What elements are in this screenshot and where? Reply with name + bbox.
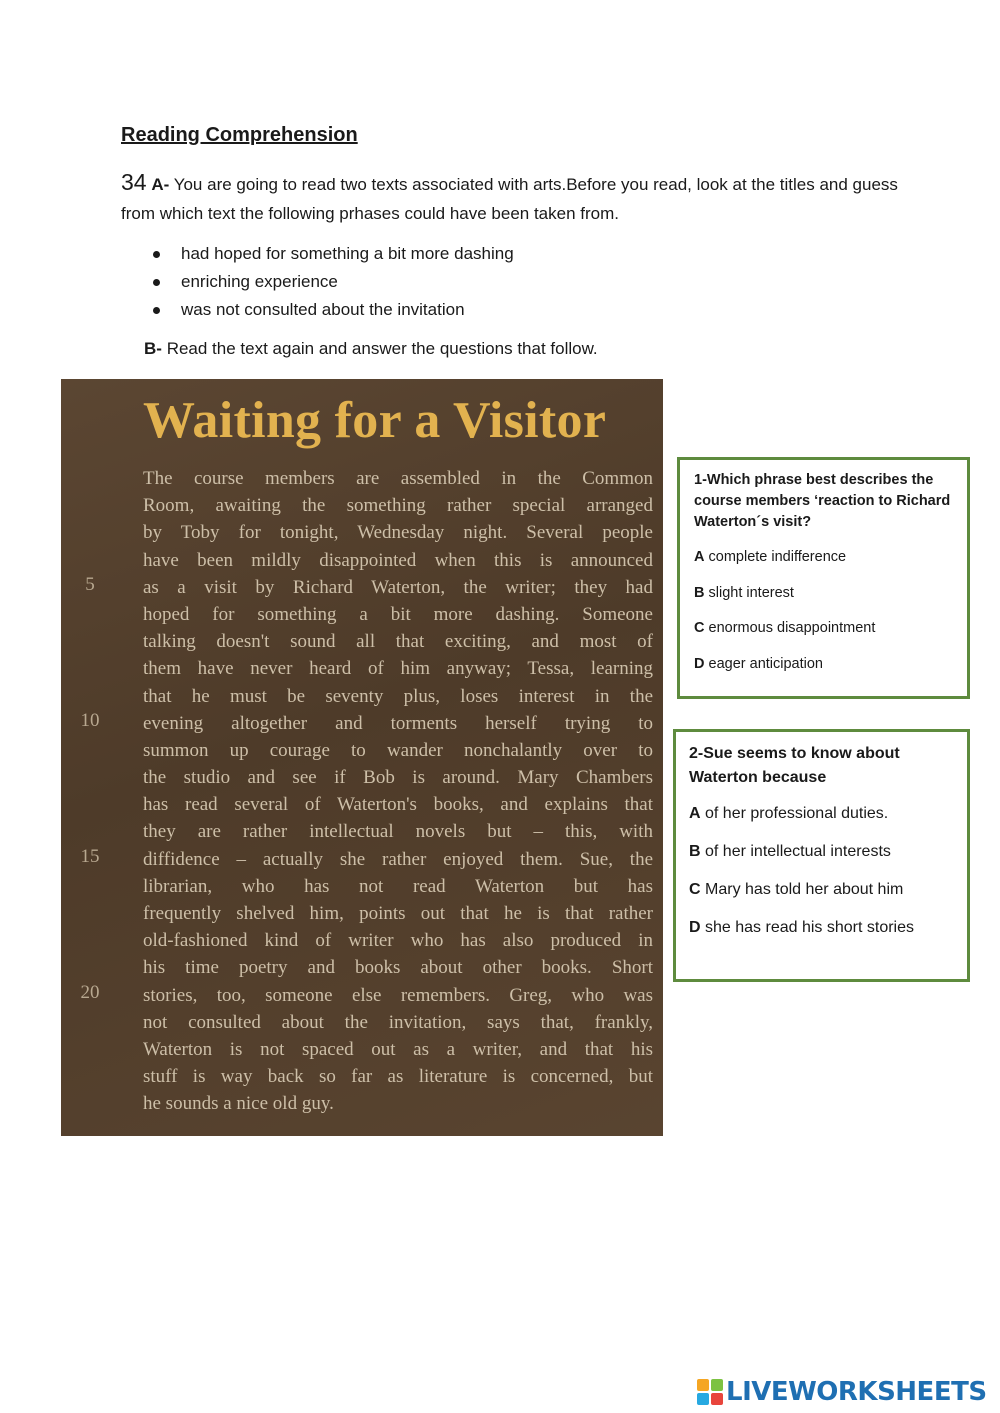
passage-line: he sounds a nice old guy. xyxy=(143,1093,334,1115)
passage-body xyxy=(143,465,653,1118)
reading-passage-image xyxy=(61,379,663,1136)
option-letter: B xyxy=(689,843,701,860)
part-a-text: You are going to read two texts associated with arts.Before you read, look at the titles and guess from which text the following prhases could have been taken from. xyxy=(121,175,898,223)
passage-line: they are rather intellectual novels but – this, with xyxy=(143,821,653,843)
passage-line: diffidence – actually she rather enjoyed them. Sue, the xyxy=(143,848,653,870)
option-letter: C xyxy=(689,881,701,898)
option-text: slight interest xyxy=(708,584,794,601)
part-b-tag: B- xyxy=(144,339,162,358)
phrase-item: had hoped for something a bit more dashing xyxy=(150,240,514,268)
passage-line: them have never heard of him anyway; Tessa, learning xyxy=(143,658,653,680)
option-text: she has read his short stories xyxy=(705,919,915,936)
passage-line: frequently shelved him, points out that he is that rather xyxy=(143,903,653,924)
option-text: Mary has told her about him xyxy=(705,881,904,898)
question-2-box xyxy=(673,729,970,982)
question-2-option-d[interactable] xyxy=(689,916,954,940)
passage-line: as a visit by Richard Waterton, the writer; they had xyxy=(143,576,653,598)
option-text: complete indifference xyxy=(708,549,847,565)
part-a-tag: A- xyxy=(151,175,170,194)
option-text: enormous disappointment xyxy=(708,620,876,636)
question-2-option-a[interactable] xyxy=(689,802,954,826)
option-text: eager anticipation xyxy=(708,655,823,672)
question-1-option-a[interactable] xyxy=(694,547,953,568)
line-number: 15 xyxy=(80,846,100,867)
question-2-stem: 2-Sue seems to know about Waterton because xyxy=(689,745,900,786)
passage-line: Room, awaiting the something rather special arranged xyxy=(143,495,653,517)
passage-line: talking doesn't sound all that exciting, and most of xyxy=(143,631,653,653)
option-letter: C xyxy=(694,620,705,636)
phrase-item: was not consulted about the invitation xyxy=(150,296,514,324)
passage-line: stuff is way back so far as literature is concerned, but xyxy=(143,1066,653,1088)
line-number: 20 xyxy=(80,982,100,1003)
exercise-number: 34 xyxy=(121,169,147,195)
passage-line: by Toby for tonight, Wednesday night. Several people xyxy=(143,522,653,544)
phrase-item: enriching experience xyxy=(150,268,514,296)
part-a-instructions xyxy=(121,168,901,228)
option-letter: D xyxy=(689,919,701,936)
liveworksheets-brand[interactable] xyxy=(697,1377,987,1407)
passage-line: his time poetry and books about other books. Short xyxy=(143,957,653,979)
option-text: of her intellectual interests xyxy=(705,843,891,860)
question-2-option-c[interactable] xyxy=(689,878,954,902)
passage-line: has read several of Waterton's books, and explains that xyxy=(143,794,653,816)
question-1-option-b[interactable] xyxy=(694,583,953,604)
part-b-text: Read the text again and answer the questions that follow. xyxy=(166,339,598,358)
passage-line: hoped for something a bit more dashing. Someone xyxy=(143,603,653,625)
passage-line: evening altogether and torments herself trying to xyxy=(143,712,653,734)
line-number: 5 xyxy=(85,574,95,595)
option-letter: B xyxy=(694,584,705,601)
line-number: 10 xyxy=(80,710,100,731)
option-letter: D xyxy=(694,655,705,672)
passage-line: Waterton is not spaced out as a writer, and that his xyxy=(143,1038,653,1060)
question-1-option-c[interactable] xyxy=(694,618,953,639)
liveworksheets-logo-icon xyxy=(697,1379,723,1405)
brand-name: LIVEWORKSHEETS xyxy=(726,1377,987,1407)
passage-line: that he must be seventy plus, loses interest in the xyxy=(143,685,653,707)
question-2-option-b[interactable] xyxy=(689,840,954,864)
page-heading: Reading Comprehension xyxy=(121,124,358,146)
passage-title: Waiting for a Visitor xyxy=(143,392,607,449)
option-letter: A xyxy=(694,549,705,565)
passage-line: The course members are assembled in the Common xyxy=(143,468,653,489)
question-1-box xyxy=(677,457,970,699)
phrase-list xyxy=(150,240,514,324)
passage-line: have been mildly disappointed when this is announced xyxy=(143,549,653,571)
passage-line: old-fashioned kind of writer who has also produced in xyxy=(143,930,653,952)
part-b-instructions xyxy=(144,336,598,362)
option-letter: A xyxy=(689,805,701,822)
passage-line: not consulted about the invitation, says that, frankly, xyxy=(143,1011,653,1033)
question-1-option-d[interactable] xyxy=(694,654,953,675)
option-text: of her professional duties. xyxy=(705,805,889,822)
passage-line: the studio and see if Bob is around. Mary Chambers xyxy=(143,767,653,789)
question-1-stem: 1-Which phrase best describes the course members ‘reaction to Richard Waterton´s visit? xyxy=(694,472,951,530)
passage-line: librarian, who has not read Waterton but has xyxy=(143,875,653,897)
passage-line: stories, too, someone else remembers. Greg, who was xyxy=(143,984,653,1006)
passage-line: summon up courage to wander nonchalantly over to xyxy=(143,739,653,761)
